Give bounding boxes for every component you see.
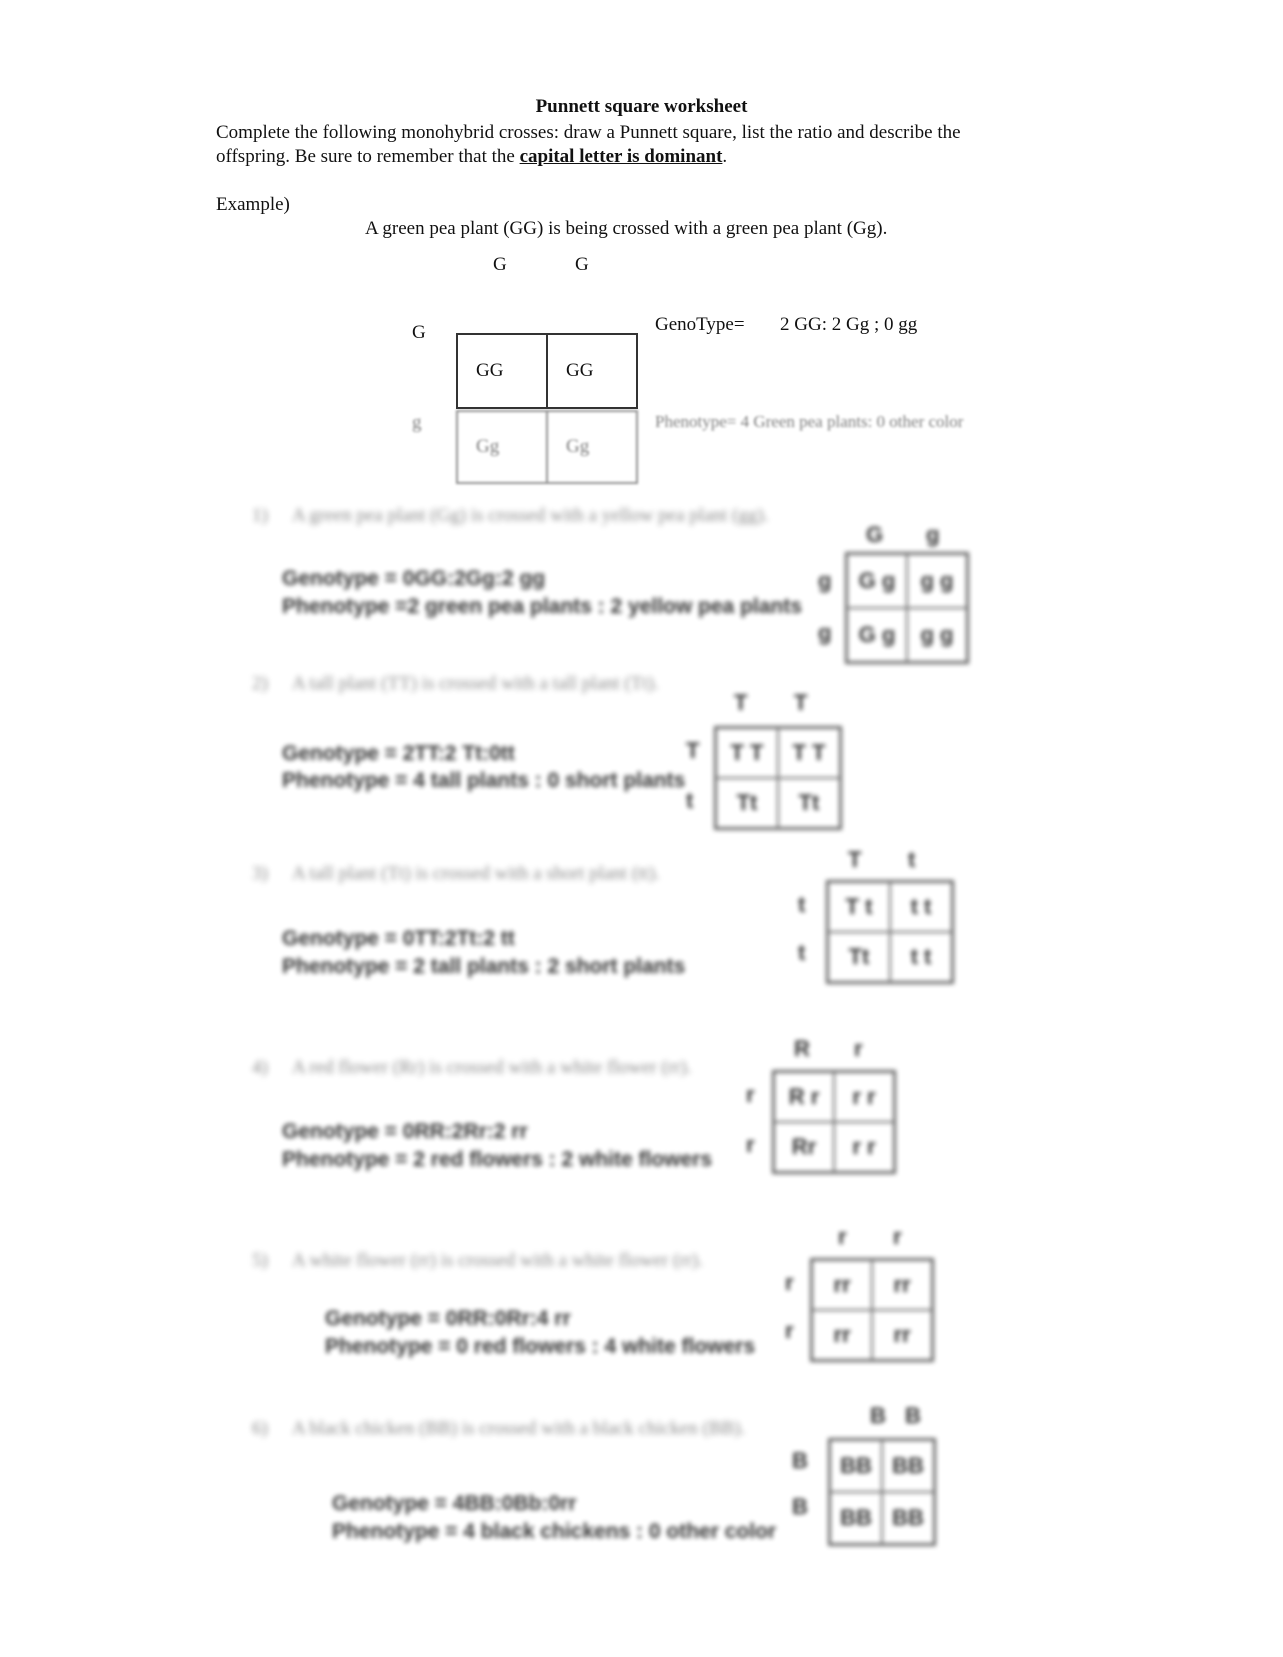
question-2-side-allele-1: T: [686, 738, 700, 763]
question-6-phenotype: Phenotype = 4 black chickens : 0 other color: [332, 1520, 777, 1543]
question-4-number: 4): [252, 1057, 268, 1078]
question-3-side-allele-1: t: [798, 892, 806, 917]
question-5-top-allele-2: r: [893, 1224, 902, 1249]
question-5-number: 5): [252, 1250, 268, 1271]
question-4-top-allele-2: r: [854, 1036, 863, 1061]
example-top-allele-2: G: [575, 254, 589, 275]
punnett-cell: rr: [872, 1260, 932, 1310]
example-cell: GG: [547, 334, 637, 408]
punnett-cell: BB: [830, 1492, 882, 1544]
question-6-side-allele-1: B: [792, 1448, 808, 1473]
question-5-side-allele-1: r: [785, 1270, 794, 1295]
question-3-text: A tall plant (Tt) is crossed with a short plant (tt).: [292, 863, 660, 884]
question-5-punnett-square: [810, 1258, 934, 1362]
question-1-side-allele-2: g: [818, 620, 832, 645]
question-2-number: 2): [252, 673, 268, 694]
question-6-top-allele-1: B: [870, 1403, 886, 1428]
question-4-side-allele-2: r: [746, 1132, 755, 1157]
question-4-top-allele-1: R: [794, 1036, 810, 1061]
question-5-top-allele-1: r: [838, 1224, 847, 1249]
punnett-cell: g g: [907, 554, 967, 608]
example-cell: GG: [457, 334, 547, 408]
question-5-phenotype: Phenotype = 0 red flowers : 4 white flowers: [325, 1335, 756, 1358]
question-1-text: A green pea plant (Gg) is crossed with a yellow pea plant (gg).: [292, 505, 769, 526]
instructions-line-2: [216, 145, 727, 169]
punnett-cell: g g: [907, 608, 967, 662]
question-3-punnett-square: [826, 880, 954, 984]
punnett-cell: R r: [774, 1072, 834, 1122]
example-cell: Gg: [457, 411, 547, 483]
example-genotype-value: 2 GG: 2 Gg ; 0 gg: [780, 314, 918, 335]
question-2-top-allele-1: T: [734, 690, 748, 715]
question-6-top-allele-2: B: [905, 1403, 921, 1428]
question-4-text: A red flower (Rr) is crossed with a white flower (rr).: [292, 1057, 692, 1078]
punnett-cell: Tt: [778, 778, 840, 828]
question-3-phenotype: Phenotype = 2 tall plants : 2 short plants: [282, 955, 686, 978]
question-4-phenotype: Phenotype = 2 red flowers : 2 white flowers: [282, 1148, 713, 1171]
example-punnett-square: [456, 333, 638, 409]
question-6-side-allele-2: B: [792, 1494, 808, 1519]
question-2-top-allele-2: T: [794, 690, 808, 715]
question-2-phenotype: Phenotype = 4 tall plants : 0 short plants: [282, 769, 686, 792]
question-6-number: 6): [252, 1418, 268, 1439]
question-1-number: 1): [252, 505, 268, 526]
question-5-genotype: Genotype = 0RR:0Rr:4 rr: [325, 1307, 571, 1330]
question-5-text: A white flower (rr) is crossed with a white flower (rr).: [292, 1250, 704, 1271]
question-3-top-allele-1: T: [848, 847, 862, 872]
question-3-side-allele-2: t: [798, 940, 806, 965]
question-2-genotype: Genotype = 2TT:2 Tt:0tt: [282, 742, 515, 765]
punnett-cell: G g: [847, 608, 907, 662]
example-phenotype: Phenotype= 4 Green pea plants: 0 other color: [655, 412, 964, 431]
question-3-top-allele-2: t: [908, 847, 916, 872]
punnett-cell: G g: [847, 554, 907, 608]
punnett-cell: r r: [834, 1072, 894, 1122]
example-top-allele-1: G: [493, 254, 507, 275]
punnett-cell: BB: [882, 1492, 934, 1544]
example-description: A green pea plant (GG) is being crossed with a green pea plant (Gg).: [365, 218, 888, 239]
page-title: Punnett square worksheet: [535, 96, 748, 117]
punnett-cell: T T: [778, 728, 840, 778]
question-1-side-allele-1: g: [818, 568, 832, 593]
question-3-genotype: Genotype = 0TT:2Tt:2 tt: [282, 927, 515, 950]
example-side-allele-1: G: [412, 322, 426, 343]
question-2-punnett-square: [714, 726, 842, 830]
punnett-cell: t t: [890, 882, 952, 932]
question-2-text: A tall plant (TT) is crossed with a tall plant (Tt).: [292, 673, 659, 694]
punnett-cell: BB: [830, 1440, 882, 1492]
question-4-side-allele-1: r: [746, 1082, 755, 1107]
punnett-cell: rr: [812, 1310, 872, 1360]
dominant-note: capital letter is dominant: [519, 146, 723, 167]
punnett-cell: rr: [872, 1310, 932, 1360]
example-cell: Gg: [547, 411, 637, 483]
punnett-cell: r r: [834, 1122, 894, 1172]
question-1-top-allele-2: g: [926, 522, 940, 547]
question-6-punnett-square: [828, 1438, 936, 1546]
instructions-line-1: Complete the following monohybrid crosses: draw a Punnett square, list the ratio and describe the: [216, 122, 961, 143]
example-side-allele-2: g: [412, 412, 422, 433]
question-1-genotype: Genotype = 0GG:2Gg:2 gg: [282, 567, 546, 590]
punnett-cell: T t: [828, 882, 890, 932]
punnett-cell: rr: [812, 1260, 872, 1310]
example-label: Example): [216, 194, 290, 215]
question-1-top-allele-1: G: [866, 522, 884, 547]
punnett-cell: t t: [890, 932, 952, 982]
example-genotype-label: GenoType=: [655, 314, 745, 335]
example-punnett-square-lower: [456, 410, 638, 484]
punnett-cell: BB: [882, 1440, 934, 1492]
question-2-side-allele-2: t: [686, 788, 694, 813]
instructions-text: offspring. Be sure to remember that the: [216, 146, 520, 167]
punnett-cell: Tt: [716, 778, 778, 828]
question-6-text: A black chicken (BB) is crossed with a black chicken (BB).: [292, 1418, 746, 1439]
question-4-punnett-square: [772, 1070, 896, 1174]
punnett-cell: Rr: [774, 1122, 834, 1172]
question-1-punnett-square: [845, 552, 969, 664]
punnett-cell: T T: [716, 728, 778, 778]
question-5-side-allele-2: r: [785, 1318, 794, 1343]
question-3-number: 3): [252, 863, 268, 884]
instructions-period: .: [722, 146, 728, 167]
question-4-genotype: Genotype = 0RR:2Rr:2 rr: [282, 1120, 528, 1143]
punnett-cell: Tt: [828, 932, 890, 982]
question-6-genotype: Genotype = 4BB:0Bb:0rr: [332, 1492, 577, 1515]
question-1-phenotype: Phenotype =2 green pea plants : 2 yellow pea plants: [282, 595, 802, 618]
